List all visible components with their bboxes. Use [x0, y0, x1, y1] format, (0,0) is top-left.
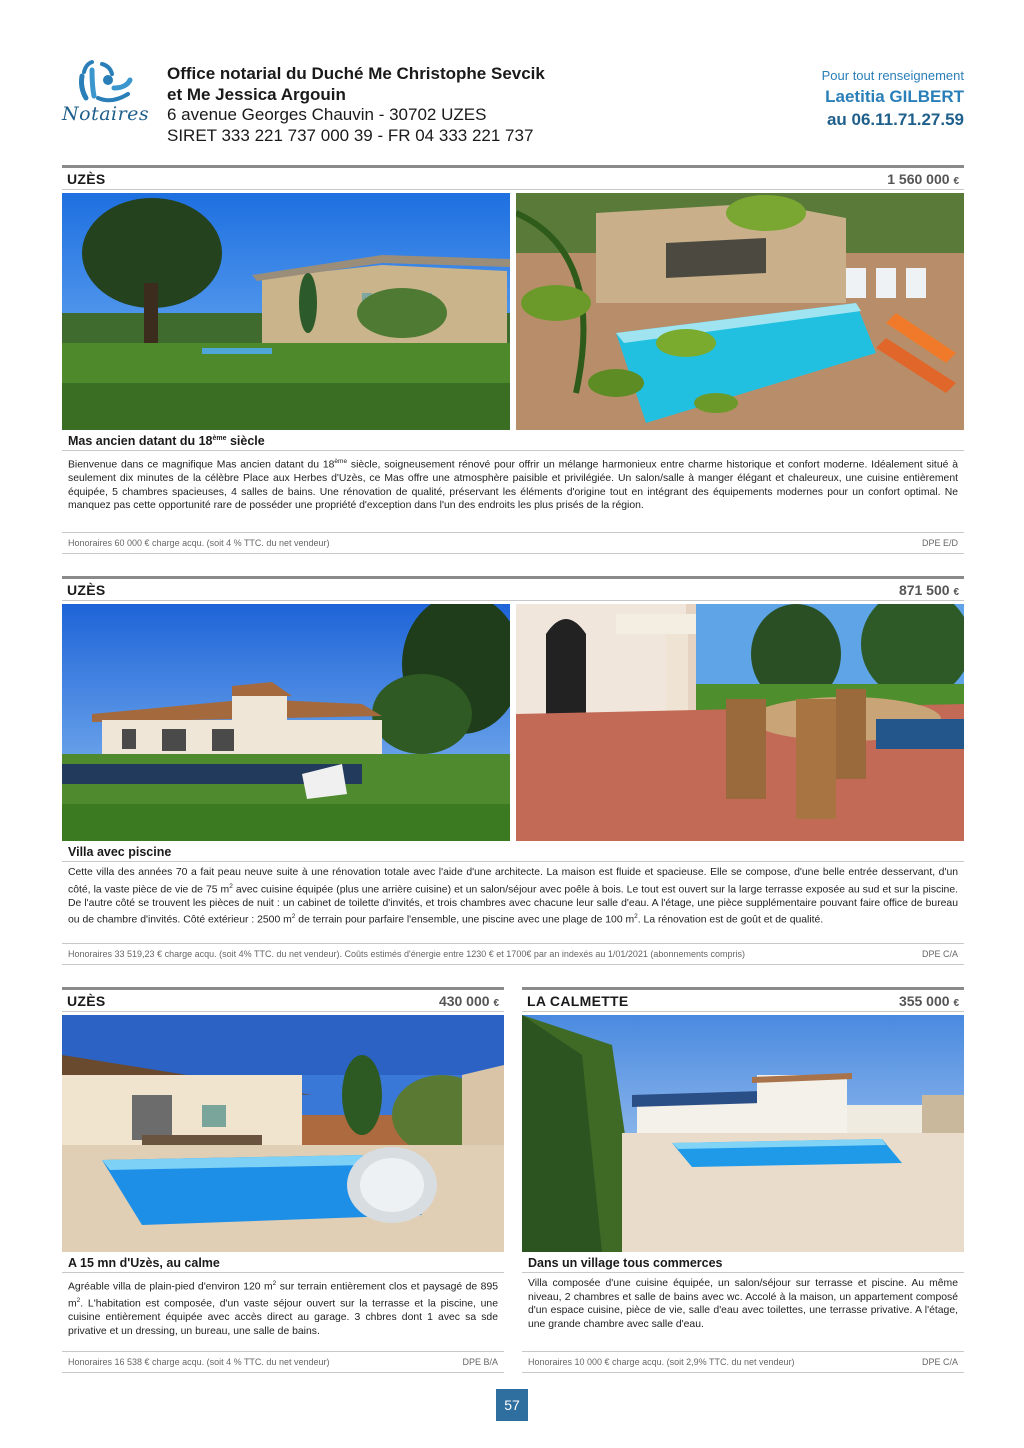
photo-mas-exterior[interactable] — [62, 193, 510, 430]
page-number: 57 — [496, 1389, 528, 1421]
listing-description: Villa composée d'une cuisine équipée, un salon/séjour sur terrasse et piscine. Au même niveau, 2 chambres et salle de bains avec wc. Accolé à la maison, un appartement composé d'un espace cuisine, pièce de vie, salle d'eau avec toilettes, une terrasse privative. A l'étage, une grande chambre avec salle d'eau. — [528, 1278, 958, 1330]
listing-la-calmette — [522, 987, 964, 1377]
notaires-logo-icon — [62, 58, 154, 108]
listing-header — [62, 990, 504, 1012]
office-info — [167, 64, 545, 146]
listing-footer — [62, 943, 964, 965]
listing-title: Dans un village tous commerces — [522, 1252, 964, 1273]
listing-footer — [522, 1351, 964, 1373]
listing-city: UZÈS — [67, 992, 106, 1009]
listing-fees: Honoraires 33 519,23 € charge acqu. (soit 4% TTC. du net vendeur). Coûts estimés d'énergie entre 1230 € et 1700€ par an indexés au 1/01/2021 (abonnements compris) — [68, 949, 745, 959]
office-address: 6 avenue Georges Chauvin - 30702 UZES — [167, 105, 487, 124]
listing-photos — [62, 193, 964, 430]
contact-block — [822, 68, 964, 130]
listing-title: Villa avec piscine — [62, 841, 964, 862]
listing-header — [522, 990, 964, 1012]
office-name-line1: Office notarial du Duché Me Christophe Sevcik — [167, 64, 545, 83]
listing-photos — [62, 1015, 504, 1252]
listing-price: 430 000 € — [438, 992, 499, 1009]
logo-wordmark: Notaires — [62, 103, 150, 125]
listing-price: 355 000 € — [898, 992, 959, 1009]
photo-villa-terrace[interactable] — [516, 604, 964, 841]
contact-label: Pour tout renseignement — [821, 68, 964, 83]
listing-fees: Honoraires 60 000 € charge acqu. (soit 4 % TTC. du net vendeur) — [68, 538, 330, 548]
office-siret: SIRET 333 221 737 000 39 - FR 04 333 221 737 — [167, 125, 534, 145]
photo-villa-exterior[interactable] — [62, 604, 510, 841]
listing-city: UZÈS — [67, 170, 106, 187]
listing-dpe: DPE C/A — [921, 1357, 958, 1367]
listing-uzes-calme — [62, 987, 504, 1377]
listing-footer — [62, 532, 964, 554]
listing-dpe: DPE B/A — [462, 1357, 498, 1367]
notaires-logo — [62, 58, 154, 130]
listing-villa-uzes — [62, 576, 964, 968]
listing-photos — [522, 1015, 964, 1252]
listing-fees: Honoraires 10 000 € charge acqu. (soit 2,9% TTC. du net vendeur) — [528, 1357, 795, 1367]
listing-footer — [62, 1351, 504, 1373]
listing-city: UZÈS — [67, 581, 106, 598]
listing-price: 1 560 000 € — [887, 170, 959, 187]
listing-photos — [62, 604, 964, 841]
photo-mas-pool[interactable] — [516, 193, 964, 430]
photo-pool-villa[interactable] — [62, 1015, 504, 1252]
listing-title: Mas ancien datant du 18ème siècle — [62, 430, 964, 451]
page-header — [62, 58, 964, 154]
listing-description: Bienvenue dans ce magnifique Mas ancien datant du 18ème siècle, soigneusement rénové pour offrir un mélange harmonieux entre charme historique et confort moderne. Idéalement situé à seulement dix minutes de la célèbre Place aux Herbes d'Uzès, ce Mas offre une atmosphère paisible et privilégiée. Un salon/salle à manger élégant et chaleureux, une cuisine entièrement équipée, 5 chambres spacieuses, 4 salles de bains. Une rénovation de qualité, préservant les éléments d'origine tout en intégrant des équipements modernes pour un confort optimal. Ne manquez pas cette opportunité rare de posséder une propriété d'exception dans l'un des endroits les plus prisés de la région. — [68, 458, 958, 512]
listing-price: 871 500 € — [898, 581, 959, 598]
listing-dpe: DPE C/A — [921, 949, 958, 959]
listing-mas-uzes — [62, 165, 964, 555]
listing-header — [62, 168, 964, 190]
listing-header — [62, 579, 964, 601]
listing-dpe: DPE E/D — [921, 538, 958, 548]
listing-title: A 15 mn d'Uzès, au calme — [62, 1252, 504, 1273]
listing-fees: Honoraires 16 538 € charge acqu. (soit 4 % TTC. du net vendeur) — [68, 1357, 330, 1367]
listing-description: Agréable villa de plain-pied d'environ 120 $m^2$ sur terrain entièrement clos et paysagé de 895 $m^2$. L'habitation est composée, d'un vaste séjour ouvert sur la terrasse et la piscine, une cuisine entièrement équipée avec accès direct au garage. 3 chbres dont 1 avec sa sde privative et un dressing, un bureau, une salle de bains. — [68, 1280, 498, 1337]
contact-name: Laetitia GILBERT — [825, 87, 964, 106]
office-name-line2: et Me Jessica Argouin — [167, 84, 346, 104]
listing-city: LA CALMETTE — [527, 992, 629, 1009]
contact-phone[interactable]: au 06.11.71.27.59 — [826, 110, 964, 129]
listing-description: Cette villa des années 70 a fait peau neuve suite à une rénovation totale avec l'aide d'une architecte. La maison est fluide et spacieuse. Elle se compose, d'une belle entrée desservant, d'un côté, la vaste pièce de vie de 75 $m^2$ avec cuisine équipée (plus une arrière cuisine) et un salon/séjour avec poêle à bois. Le tout est ouvert sur la large terrasse exposée au sud et sur la piscine. De l'autre côté se trouvent les pièces de nuit : un cabinet de toilette d'invités, et trois chambres avec chacune leur salle d'eau. A l'étage, une pièce supplémentaire pouvant faire office de bureau ou de chambre d'invités. Côté extérieur : 2500 $m^2$ de terrain pour parfaire l'ensemble, une piscine avec une plage de 100 $m^2$. La rénovation est de goût et de qualité. — [68, 867, 958, 926]
photo-calmette-pool[interactable] — [522, 1015, 964, 1252]
